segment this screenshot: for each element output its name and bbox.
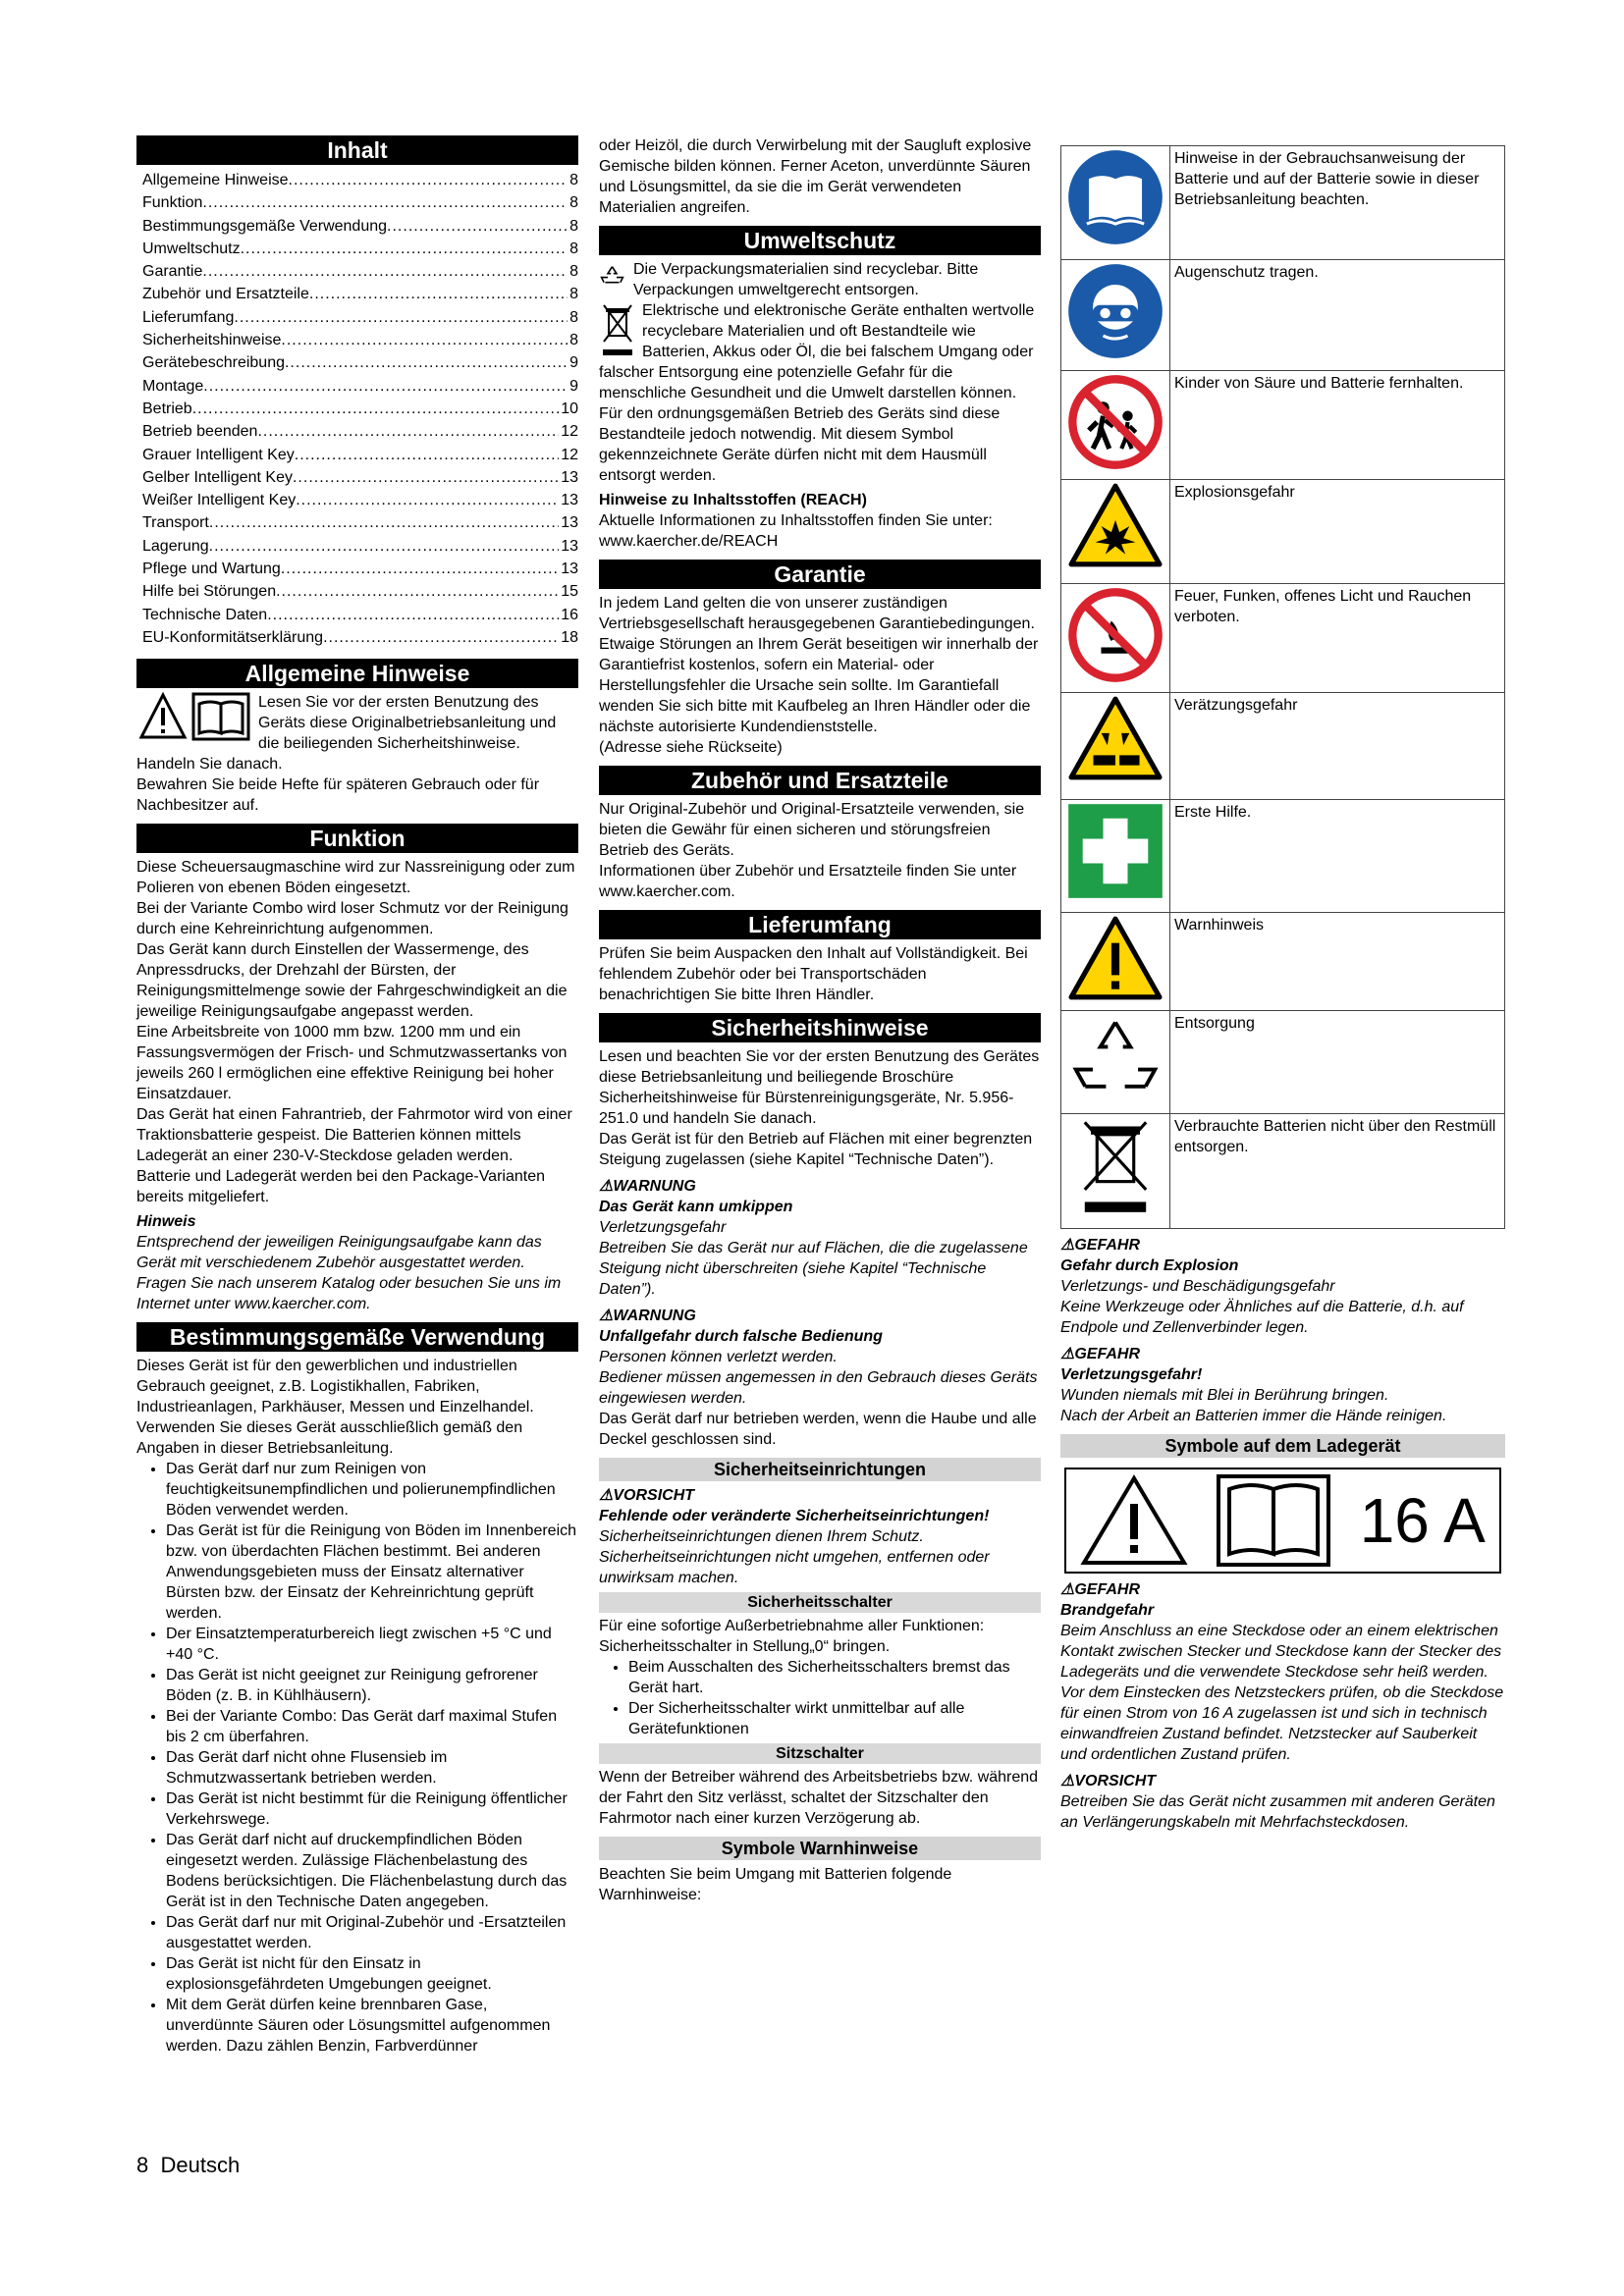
- sicherheit-p3: Das Gerät darf nur betrieben werden, wenn die Haube und alle Deckel geschlossen sind.: [599, 1411, 1037, 1448]
- toc-entry[interactable]: [142, 580, 578, 603]
- footer-language: Deutsch: [160, 2153, 241, 2177]
- toc-entry-title: Sicherheitshinweise: [142, 332, 282, 349]
- zubehoer-p1: Nur Original-Zubehör und Original-Ersatzteile verwenden, sie bieten die Gewähr für einen sicheren und störungsfreien Betrieb des Geräts.: [599, 801, 1025, 859]
- toc-entry[interactable]: [142, 169, 578, 191]
- toc-leader: [234, 306, 568, 329]
- corrosive-icon: [1061, 693, 1170, 800]
- list-item: • Mit dem Gerät dürfen keine brennbaren Gase, unverdünnte Säuren oder Lösungsmittel aufgenommen werden. Dazu zählen Benzin, Farbverdünner: [166, 1995, 578, 2056]
- toc-entry-title: Zubehör und Ersatzteile: [142, 286, 309, 303]
- section-heading-funktion: Funktion: [136, 824, 578, 853]
- toc-entry-title: Weißer Intelligent Key: [142, 492, 297, 509]
- section-heading-liefer: Lieferumfang: [599, 910, 1041, 939]
- column-2: [599, 135, 1041, 1905]
- toc-leader: [203, 375, 568, 398]
- symbol-description: Feuer, Funken, offenes Licht und Rauchen verboten.: [1170, 584, 1505, 693]
- crossed-bin-icon: [1061, 1114, 1170, 1229]
- no-children-icon: [1061, 371, 1170, 480]
- funktion-p5: Das Gerät hat einen Fahrantrieb, der Fahrmotor wird von einer Traktionsbatterie gespeist. Die Batterien können mittels Ladegerät an einer 230-V-Steckdose geladen werden.: [136, 1106, 572, 1165]
- toc-entry-page: 13: [561, 537, 578, 555]
- toc-entry-page: 8: [569, 172, 578, 188]
- toc-leader: [293, 466, 559, 489]
- zubehoer-p2: Informationen über Zubehör und Ersatzteile finden Sie unter www.kaercher.com.: [599, 863, 1017, 900]
- allgemein-p2: Bewahren Sie beide Hefte für späteren Gebrauch oder für Nachbesitzer auf.: [136, 776, 540, 815]
- explosion-icon: [1061, 480, 1170, 584]
- toc-entry[interactable]: [142, 535, 578, 558]
- toc-entry[interactable]: [142, 604, 578, 626]
- warnsym-p1: Beachten Sie beim Umgang mit Batterien folgende Warnhinweise:: [599, 1866, 952, 1903]
- toc-leader: [202, 191, 568, 214]
- sitz-p1: Wenn der Betreiber während des Arbeitsbetriebs bzw. während der Fahrt den Sitz verlässt, schaltet der Sitzschalter den Fahrmotor nach einer kurzen Verzögerung ab.: [599, 1769, 1039, 1827]
- schalter-p1: Für eine sofortige Außerbetriebnahme aller Funktionen: Sicherheitsschalter in Stellung„0“ bringen.: [599, 1618, 985, 1655]
- toc-entry-page: 8: [569, 217, 578, 235]
- symbol-description: Verbrauchte Batterien nicht über den Restmüll entsorgen.: [1170, 1114, 1505, 1229]
- toc-entry-title: Gelber Intelligent Key: [142, 468, 293, 486]
- brand-gefahr-label: ⚠GEFAHR: [1060, 1581, 1141, 1598]
- symbol-row: [1061, 371, 1505, 480]
- crossed-bin-icon: [601, 302, 634, 359]
- symbol-row: [1061, 1114, 1505, 1229]
- symbol-row: [1061, 260, 1505, 371]
- reach-label: Hinweise zu Inhaltsstoffen (REACH): [599, 492, 867, 508]
- toc-leader: [257, 420, 559, 443]
- toc-leader: [281, 558, 559, 580]
- funktion-p3: Das Gerät kann durch Einstellen der Wassermenge, des Anpressdrucks, der Drehzahl der Bürsten, der Reinigungsmittelmenge sowie der Fahrgeschwindigkeit an die jeweilige Reinigungsaufgabe angepasst werden.: [136, 941, 568, 1021]
- subheading-schalter: Sicherheitsschalter: [599, 1592, 1041, 1613]
- toc-leader: [285, 351, 568, 374]
- section-heading-zubehoer: Zubehör und Ersatzteile: [599, 766, 1041, 795]
- warnung-1-text: Verletzungsgefahr Betreiben Sie das Gerät nur auf Flächen, die die zugelassene Steigung nicht überschreiten (siehe Kapitel “Technische Daten”).: [599, 1219, 1028, 1298]
- bestimmung-list: [136, 1459, 578, 2056]
- toc-leader: [289, 169, 568, 191]
- list-item: • Das Gerät ist nicht bestimmt für die Reinigung öffentlicher Verkehrswege.: [166, 1789, 578, 1830]
- toc-entry[interactable]: [142, 375, 578, 398]
- gefahr-2-title: Verletzungsgefahr!: [1060, 1366, 1203, 1383]
- goggles-icon: [1061, 260, 1170, 371]
- no-fire-icon: [1061, 584, 1170, 693]
- toc-entry[interactable]: [142, 444, 578, 466]
- toc-leader: [296, 489, 559, 511]
- toc-entry[interactable]: [142, 329, 578, 351]
- toc-entry-title: EU-Konformitätserklärung: [142, 628, 324, 646]
- toc-entry[interactable]: [142, 558, 578, 580]
- warning-icon: [1061, 913, 1170, 1011]
- toc-leader: [241, 238, 568, 260]
- toc-entry-page: 15: [561, 583, 578, 601]
- toc-entry-title: Lieferumfang: [142, 308, 235, 326]
- garantie-p2: (Adresse siehe Rückseite): [599, 739, 783, 756]
- umwelt-p1: Die Verpackungsmaterialien sind recyclebar. Bitte Verpackungen umweltgerecht entsorgen.: [632, 261, 979, 298]
- toc-leader: [387, 215, 568, 238]
- toc-leader: [309, 283, 568, 305]
- brand-gefahr-text: Beim Anschluss an eine Steckdose oder an einem elektrischen Kontakt zwischen Stecker und Steckdose kann der Stecker des Ladegeräts und die verwendete Steckdose sehr heiß werden. Vor dem Einstecken des Netzsteckers prüfen, ob die Steckdose für einen Strom von 16 A zugelassen ist und sich in technisch einwandfreien Zustand befindet. Netzstecker auf Sauberkeit und ordentlichen Zustand prüfen.: [1060, 1623, 1504, 1763]
- book-icon: [1061, 146, 1170, 260]
- bestimmung-p1: Dieses Gerät ist für den gewerblichen und industriellen Gebrauch geeignet, z.B. Logistikhallen, Fabriken, Industrieanlagen, Parkhäuser, Messen und Einzelhandel. Verwenden Sie dieses Gerät ausschließlich gemäß den Angaben in dieser Betriebsanleitung.: [136, 1358, 534, 1458]
- toc-entry-page: 13: [561, 492, 578, 509]
- section-heading-warnsym: Symbole Warnhinweise: [599, 1837, 1041, 1860]
- manual-book-icon: [1216, 1473, 1331, 1568]
- allgemein-body: [136, 692, 578, 816]
- umwelt-recycle-row: [599, 259, 1041, 300]
- toc-entry-title: Pflege und Wartung: [142, 561, 281, 578]
- umwelt-p2: Elektrische und elektronische Geräte enthalten wertvolle recyclebare Materialien und oft Bestandteile wie Batterien, Akkus oder Öl, die bei falschem Umgang oder falscher Entsorgung eine potenzielle Gefahr für die menschliche Gesundheit und die Umwelt darstellen können. Für den ordnungsgemäßen Betrieb des Geräts sind diese Bestandteile jedoch notwendig. Mit diesem Symbol gekennzeichnete Geräte dürfen nicht mit dem Hausmüll entsorgt werden.: [599, 302, 1035, 484]
- toc-entry-title: Transport: [142, 514, 209, 532]
- toc-entry-title: Hilfe bei Störungen: [142, 583, 277, 601]
- toc-entry-page: 16: [561, 606, 578, 623]
- section-heading-garantie: Garantie: [599, 560, 1041, 589]
- gefahr-1-text: Verletzungs- und Beschädigungsgefahr Keine Werkzeuge oder Ähnliches auf die Batterie, d.h. auf Endpole und Zellenverbinder legen.: [1060, 1278, 1464, 1336]
- toc-entry[interactable]: [142, 398, 578, 420]
- warnung-2-text: Personen können verletzt werden. Bediener müssen angemessen in den Gebrauch dieses Geräts eingewiesen werden.: [599, 1349, 1038, 1407]
- warnung-1-label: ⚠WARNUNG: [599, 1178, 696, 1195]
- toc-entry[interactable]: [142, 351, 578, 374]
- symbol-row: [1061, 146, 1505, 260]
- page-footer: [136, 2152, 240, 2179]
- funktion-p2: Bei der Variante Combo wird loser Schmutz vor der Reinigung durch eine Kehreinrichtung aufgenommen.: [136, 900, 568, 938]
- list-item: • Das Gerät darf nur zum Reinigen von feuchtigkeitsunempfindlichen und polierunempfindlichen Böden verwendet werden.: [166, 1459, 578, 1521]
- toc-entry-title: Lagerung: [142, 537, 209, 555]
- list-item: • Bei der Variante Combo: Das Gerät darf maximal Stufen bis 2 cm überfahren.: [166, 1706, 578, 1747]
- symbol-description: Erste Hilfe.: [1170, 800, 1505, 913]
- list-item: • Beim Ausschalten des Sicherheitsschalters bremst das Gerät hart.: [628, 1657, 1041, 1698]
- toc-entry-page: 8: [569, 240, 578, 257]
- toc-entry-title: Umweltschutz: [142, 240, 241, 257]
- toc-entry-title: Betrieb beenden: [142, 423, 258, 441]
- toc-entry[interactable]: [142, 306, 578, 329]
- recycle-icon: [599, 259, 625, 291]
- toc-leader: [281, 329, 568, 351]
- toc-leader: [202, 260, 568, 283]
- toc-entry-page: 9: [569, 354, 578, 372]
- section-heading-sicherheit: Sicherheitshinweise: [599, 1013, 1041, 1042]
- toc-entry-title: Technische Daten: [142, 606, 268, 623]
- toc-entry-title: Grauer Intelligent Key: [142, 446, 295, 463]
- garantie-p1: In jedem Land gelten die von unserer zuständigen Vertriebsgesellschaft herausgegebenen Garantiebedingungen. Etwaige Störungen an Ihrem Gerät beseitigen wir innerhalb der Garantiefrist kostenlos, sofern ein Material- oder Herstellungsfehler die Ursache sein sollte. Im Garantiefall wenden Sie sich bitte mit Kaufbeleg an Ihren Händler oder die nächste autorisierte Kundendienststelle.: [599, 595, 1039, 735]
- sicherheit-p2: Das Gerät ist für den Betrieb auf Flächen mit einer begrenzten Steigung zugelassen (siehe Kapitel “Technische Daten”).: [599, 1131, 1033, 1168]
- toc-leader: [209, 535, 560, 558]
- toc-entry-page: 13: [561, 561, 578, 578]
- toc-leader: [267, 604, 559, 626]
- col2-continuation: oder Heizöl, die durch Verwirbelung mit der Saugluft explosive Gemische bilden können. Ferner Aceton, unverdünnte Säuren und Lösungsmittel, da sie die im Gerät verwendeten Materialien angreifen.: [599, 137, 1032, 216]
- list-item: • Der Sicherheitsschalter wirkt unmittelbar auf alle Gerätefunktionen: [628, 1698, 1041, 1739]
- gefahr-1-title: Gefahr durch Explosion: [1060, 1257, 1239, 1274]
- toc-entry[interactable]: [142, 626, 578, 649]
- list-item: • Das Gerät darf nur mit Original-Zubehör und -Ersatzteilen ausgestattet werden.: [166, 1912, 578, 1953]
- toc-entry-title: Montage: [142, 377, 204, 395]
- list-item: • Das Gerät darf nicht ohne Flusensieb im Schmutzwassertank betrieben werden.: [166, 1747, 578, 1789]
- toc-entry[interactable]: [142, 466, 578, 489]
- toc-entry-title: Funktion: [142, 194, 203, 212]
- toc-leader: [209, 511, 559, 534]
- toc-entry-page: 10: [561, 400, 578, 417]
- toc-entry[interactable]: [142, 511, 578, 534]
- section-heading-ladegeraet: Symbole auf dem Ladegerät: [1060, 1434, 1505, 1458]
- lade-vorsicht-label: ⚠VORSICHT: [1060, 1773, 1157, 1789]
- toc-entry[interactable]: [142, 283, 578, 305]
- symbol-row: [1061, 800, 1505, 913]
- warnung-2-label: ⚠WARNUNG: [599, 1308, 696, 1324]
- symbol-row: [1061, 480, 1505, 584]
- toc-entry-title: Garantie: [142, 263, 203, 281]
- liefer-p1: Prüfen Sie beim Auspacken den Inhalt auf Vollständigkeit. Bei fehlendem Zubehör oder bei Transportschäden benachrichtigen Sie bitte Ihren Händler.: [599, 945, 1028, 1003]
- toc-entry-page: 8: [569, 263, 578, 281]
- section-heading-einrichtungen: Sicherheitseinrichtungen: [599, 1458, 1041, 1481]
- toc-entry-title: Gerätebeschreibung: [142, 354, 285, 372]
- toc-entry[interactable]: [142, 191, 578, 214]
- toc-entry-page: 18: [561, 628, 578, 646]
- charger-symbol-box: [1064, 1468, 1501, 1574]
- list-item: • Der Einsatztemperaturbereich liegt zwischen +5 °C und +40 °C.: [166, 1624, 578, 1665]
- toc-entry-page: 9: [569, 377, 578, 395]
- current-rating-label: 16 A: [1359, 1485, 1486, 1556]
- symbol-row: [1061, 1011, 1505, 1114]
- column-1: [136, 135, 578, 2056]
- toc-entry-page: 8: [569, 194, 578, 212]
- funktion-p1: Diese Scheuersaugmaschine wird zur Nassreinigung oder zum Polieren von ebenen Böden eingesetzt.: [136, 859, 575, 897]
- list-item: • Das Gerät ist nicht für den Einsatz in explosionsgefährdeten Umgebungen geeignet.: [166, 1953, 578, 1995]
- section-heading-allgemein: Allgemeine Hinweise: [136, 659, 578, 688]
- lade-vorsicht-text: Betreiben Sie das Gerät nicht zusammen mit anderen Geräten an Verlängerungskabeln mit Mehrfachsteckdosen.: [1060, 1793, 1495, 1831]
- funktion-p4: Eine Arbeitsbreite von 1000 mm bzw. 1200 mm und ein Fassungsvermögen der Frisch- und Schmutzwassertanks von jeweils 260 l ermöglichen eine effektive Reinigung bei hoher Einsatzdauer.: [136, 1024, 568, 1103]
- warnung-1-title: Das Gerät kann umkippen: [599, 1199, 793, 1215]
- vorsicht-text: Sicherheitseinrichtungen dienen Ihrem Schutz. Sicherheitseinrichtungen nicht umgehen, entfernen oder unwirksam machen.: [599, 1528, 990, 1586]
- recycle-icon: [1061, 1011, 1170, 1114]
- section-heading-umwelt: Umweltschutz: [599, 226, 1041, 255]
- brand-gefahr-title: Brandgefahr: [1060, 1602, 1155, 1619]
- toc-entry[interactable]: [142, 489, 578, 511]
- funktion-p6: Batterie und Ladegerät werden bei den Package-Varianten bereits mitgeliefert.: [136, 1168, 545, 1206]
- sicherheit-p1: Lesen und beachten Sie vor der ersten Benutzung des Gerätes diese Betriebsanleitung und beiliegende Broschüre Sicherheitshinweise für Bürstenreinigungsgeräte, Nr. 5.956-251.0 und handeln Sie danach.: [599, 1048, 1040, 1127]
- toc-entry-page: 8: [569, 286, 578, 303]
- schalter-list: [599, 1657, 1041, 1739]
- toc-leader: [323, 626, 559, 649]
- toc-entry[interactable]: [142, 420, 578, 443]
- list-item: • Das Gerät ist für die Reinigung von Böden im Innenbereich bzw. von überdachten Flächen bestimmt. Bei anderen Anwendungsgebieten muss der Einsatz alternativer Bürsten bzw. der Einsatz der Kehreinrichtung geprüft werden.: [166, 1521, 578, 1624]
- toc-leader: [295, 444, 559, 466]
- toc-entry[interactable]: [142, 260, 578, 283]
- symbol-description: Augenschutz tragen.: [1170, 260, 1505, 371]
- toc-entry-page: 13: [561, 468, 578, 486]
- column-3: [1060, 145, 1505, 1833]
- toc-entry[interactable]: [142, 215, 578, 238]
- toc-leader: [192, 398, 560, 420]
- toc-entry-page: 12: [561, 446, 578, 463]
- table-of-contents: [136, 169, 578, 649]
- battery-symbol-table: [1060, 145, 1505, 1229]
- section-heading-bestimmung: Bestimmungsgemäße Verwendung: [136, 1322, 578, 1352]
- toc-entry-title: Betrieb: [142, 400, 192, 417]
- toc-leader: [276, 580, 559, 603]
- toc-entry-page: 8: [569, 332, 578, 349]
- toc-entry-title: Bestimmungsgemäße Verwendung: [142, 217, 388, 235]
- toc-entry-title: Allgemeine Hinweise: [142, 172, 289, 188]
- list-item: • Das Gerät ist nicht geeignet zur Reinigung gefrorener Böden (z. B. in Kühlhäusern).: [166, 1665, 578, 1706]
- list-item: • Das Gerät darf nicht auf druckempfindlichen Böden eingesetzt werden. Zulässige Flächenbelastung des Bodens berücksichtigen. Die Flächenbelastung durch das Gerät ist in den Technische Daten angegeben.: [166, 1830, 578, 1912]
- warnung-2-title: Unfallgefahr durch falsche Bedienung: [599, 1328, 883, 1345]
- toc-entry[interactable]: [142, 238, 578, 260]
- toc-entry-page: 8: [569, 308, 578, 326]
- symbol-row: [1061, 913, 1505, 1011]
- symbol-row: [1061, 584, 1505, 693]
- symbol-row: [1061, 693, 1505, 800]
- symbol-description: Kinder von Säure und Batterie fernhalten.: [1170, 371, 1505, 480]
- gefahr-2-text: Wunden niemals mit Blei in Berührung bringen. Nach der Arbeit an Batterien immer die Hände reinigen.: [1060, 1387, 1447, 1424]
- symbol-description: Explosionsgefahr: [1170, 480, 1505, 584]
- toc-entry-page: 13: [561, 514, 578, 532]
- symbol-description: Verätzungsgefahr: [1170, 693, 1505, 800]
- reach-text: Aktuelle Informationen zu Inhaltsstoffen finden Sie unter: www.kaercher.de/REACH: [599, 512, 993, 550]
- gefahr-1-label: ⚠GEFAHR: [1060, 1237, 1141, 1254]
- funktion-hinweis: Entsprechend der jeweiligen Reinigungsaufgabe kann das Gerät mit verschiedenem Zubehör ausgestattet werden. Fragen Sie nach unserem Katalog oder besuchen Sie uns im Internet unter www.kaercher.com.: [136, 1234, 562, 1313]
- toc-entry-page: 12: [561, 423, 578, 441]
- vorsicht-label: ⚠VORSICHT: [599, 1487, 695, 1504]
- funktion-hinweis-label: Hinweis: [136, 1213, 196, 1231]
- symbol-description: Hinweise in der Gebrauchsanweisung der Batterie und auf der Batterie sowie in dieser Betriebsanleitung beachten.: [1170, 146, 1505, 260]
- first-aid-icon: [1061, 800, 1170, 913]
- gefahr-2-label: ⚠GEFAHR: [1060, 1346, 1141, 1362]
- warning-triangle-icon: [1080, 1474, 1188, 1567]
- read-manual-icon: [138, 692, 252, 741]
- toc-heading: Inhalt: [136, 135, 578, 165]
- page-number: 8: [136, 2153, 149, 2177]
- vorsicht-title: Fehlende oder veränderte Sicherheitseinrichtungen!: [599, 1508, 990, 1524]
- symbol-description: Warnhinweis: [1170, 913, 1505, 1011]
- allgemein-p1: Lesen Sie vor der ersten Benutzung des Geräts diese Originalbetriebsanleitung und die beiliegenden Sicherheitshinweise. Handeln Sie danach.: [136, 694, 557, 774]
- symbol-description: Entsorgung: [1170, 1011, 1505, 1114]
- subheading-sitz: Sitzschalter: [599, 1743, 1041, 1764]
